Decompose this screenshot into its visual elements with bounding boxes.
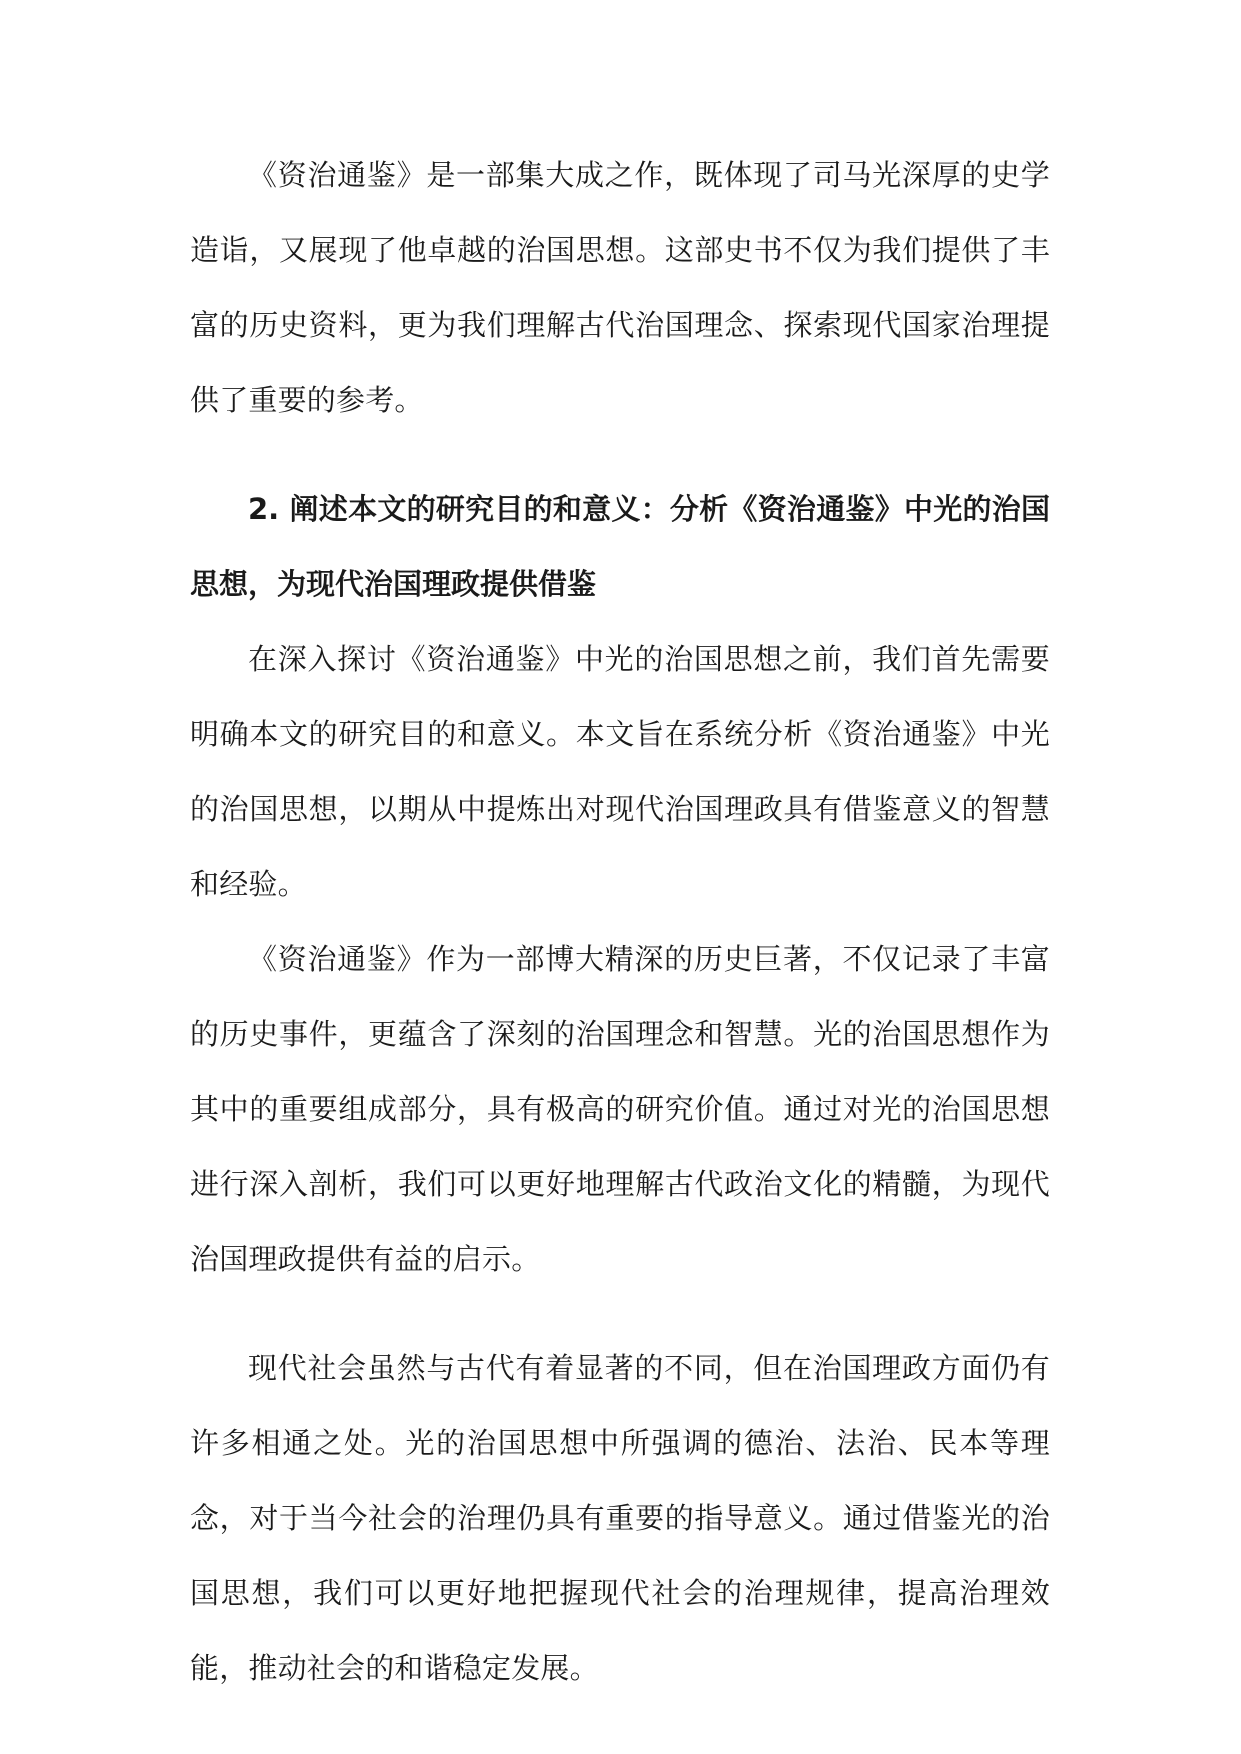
document-body	[190, 138, 1050, 1706]
body-paragraph-value: 《资治通鉴》作为一部博大精深的历史巨著，不仅记录了丰富的历史事件，更蕴含了深刻的治国理念和智慧。光的治国思想作为其中的重要组成部分，具有极高的研究价值。通过对光的治国思想进行深入剖析，我们可以更好地理解古代政治文化的精髓，为现代治国理政提供有益的启示。	[190, 942, 1050, 1276]
body-paragraph-purpose: 在深入探讨《资治通鉴》中光的治国思想之前，我们首先需要明确本文的研究目的和意义。本文旨在系统分析《资治通鉴》中光的治国思想，以期从中提炼出对现代治国理政具有借鉴意义的智慧和经验。	[190, 642, 1050, 901]
intro-paragraph: 《资治通鉴》是一部集大成之作，既体现了司马光深厚的史学造诣，又展现了他卓越的治国思想。这部史书不仅为我们提供了丰富的历史资料，更为我们理解古代治国理念、探索现代国家治理提供了重要的参考。	[190, 158, 1050, 417]
section-heading: 2. 阐述本文的研究目的和意义：分析《资治通鉴》中光的治国思想，为现代治国理政提供借鉴	[190, 492, 1050, 601]
body-paragraph-modern-relevance: 现代社会虽然与古代有着显著的不同，但在治国理政方面仍有许多相通之处。光的治国思想中所强调的德治、法治、民本等理念，对于当今社会的治理仍具有重要的指导意义。通过借鉴光的治国思想，我们可以更好地把握现代社会的治理规律，提高治理效能，推动社会的和谐稳定发展。	[190, 1351, 1050, 1685]
